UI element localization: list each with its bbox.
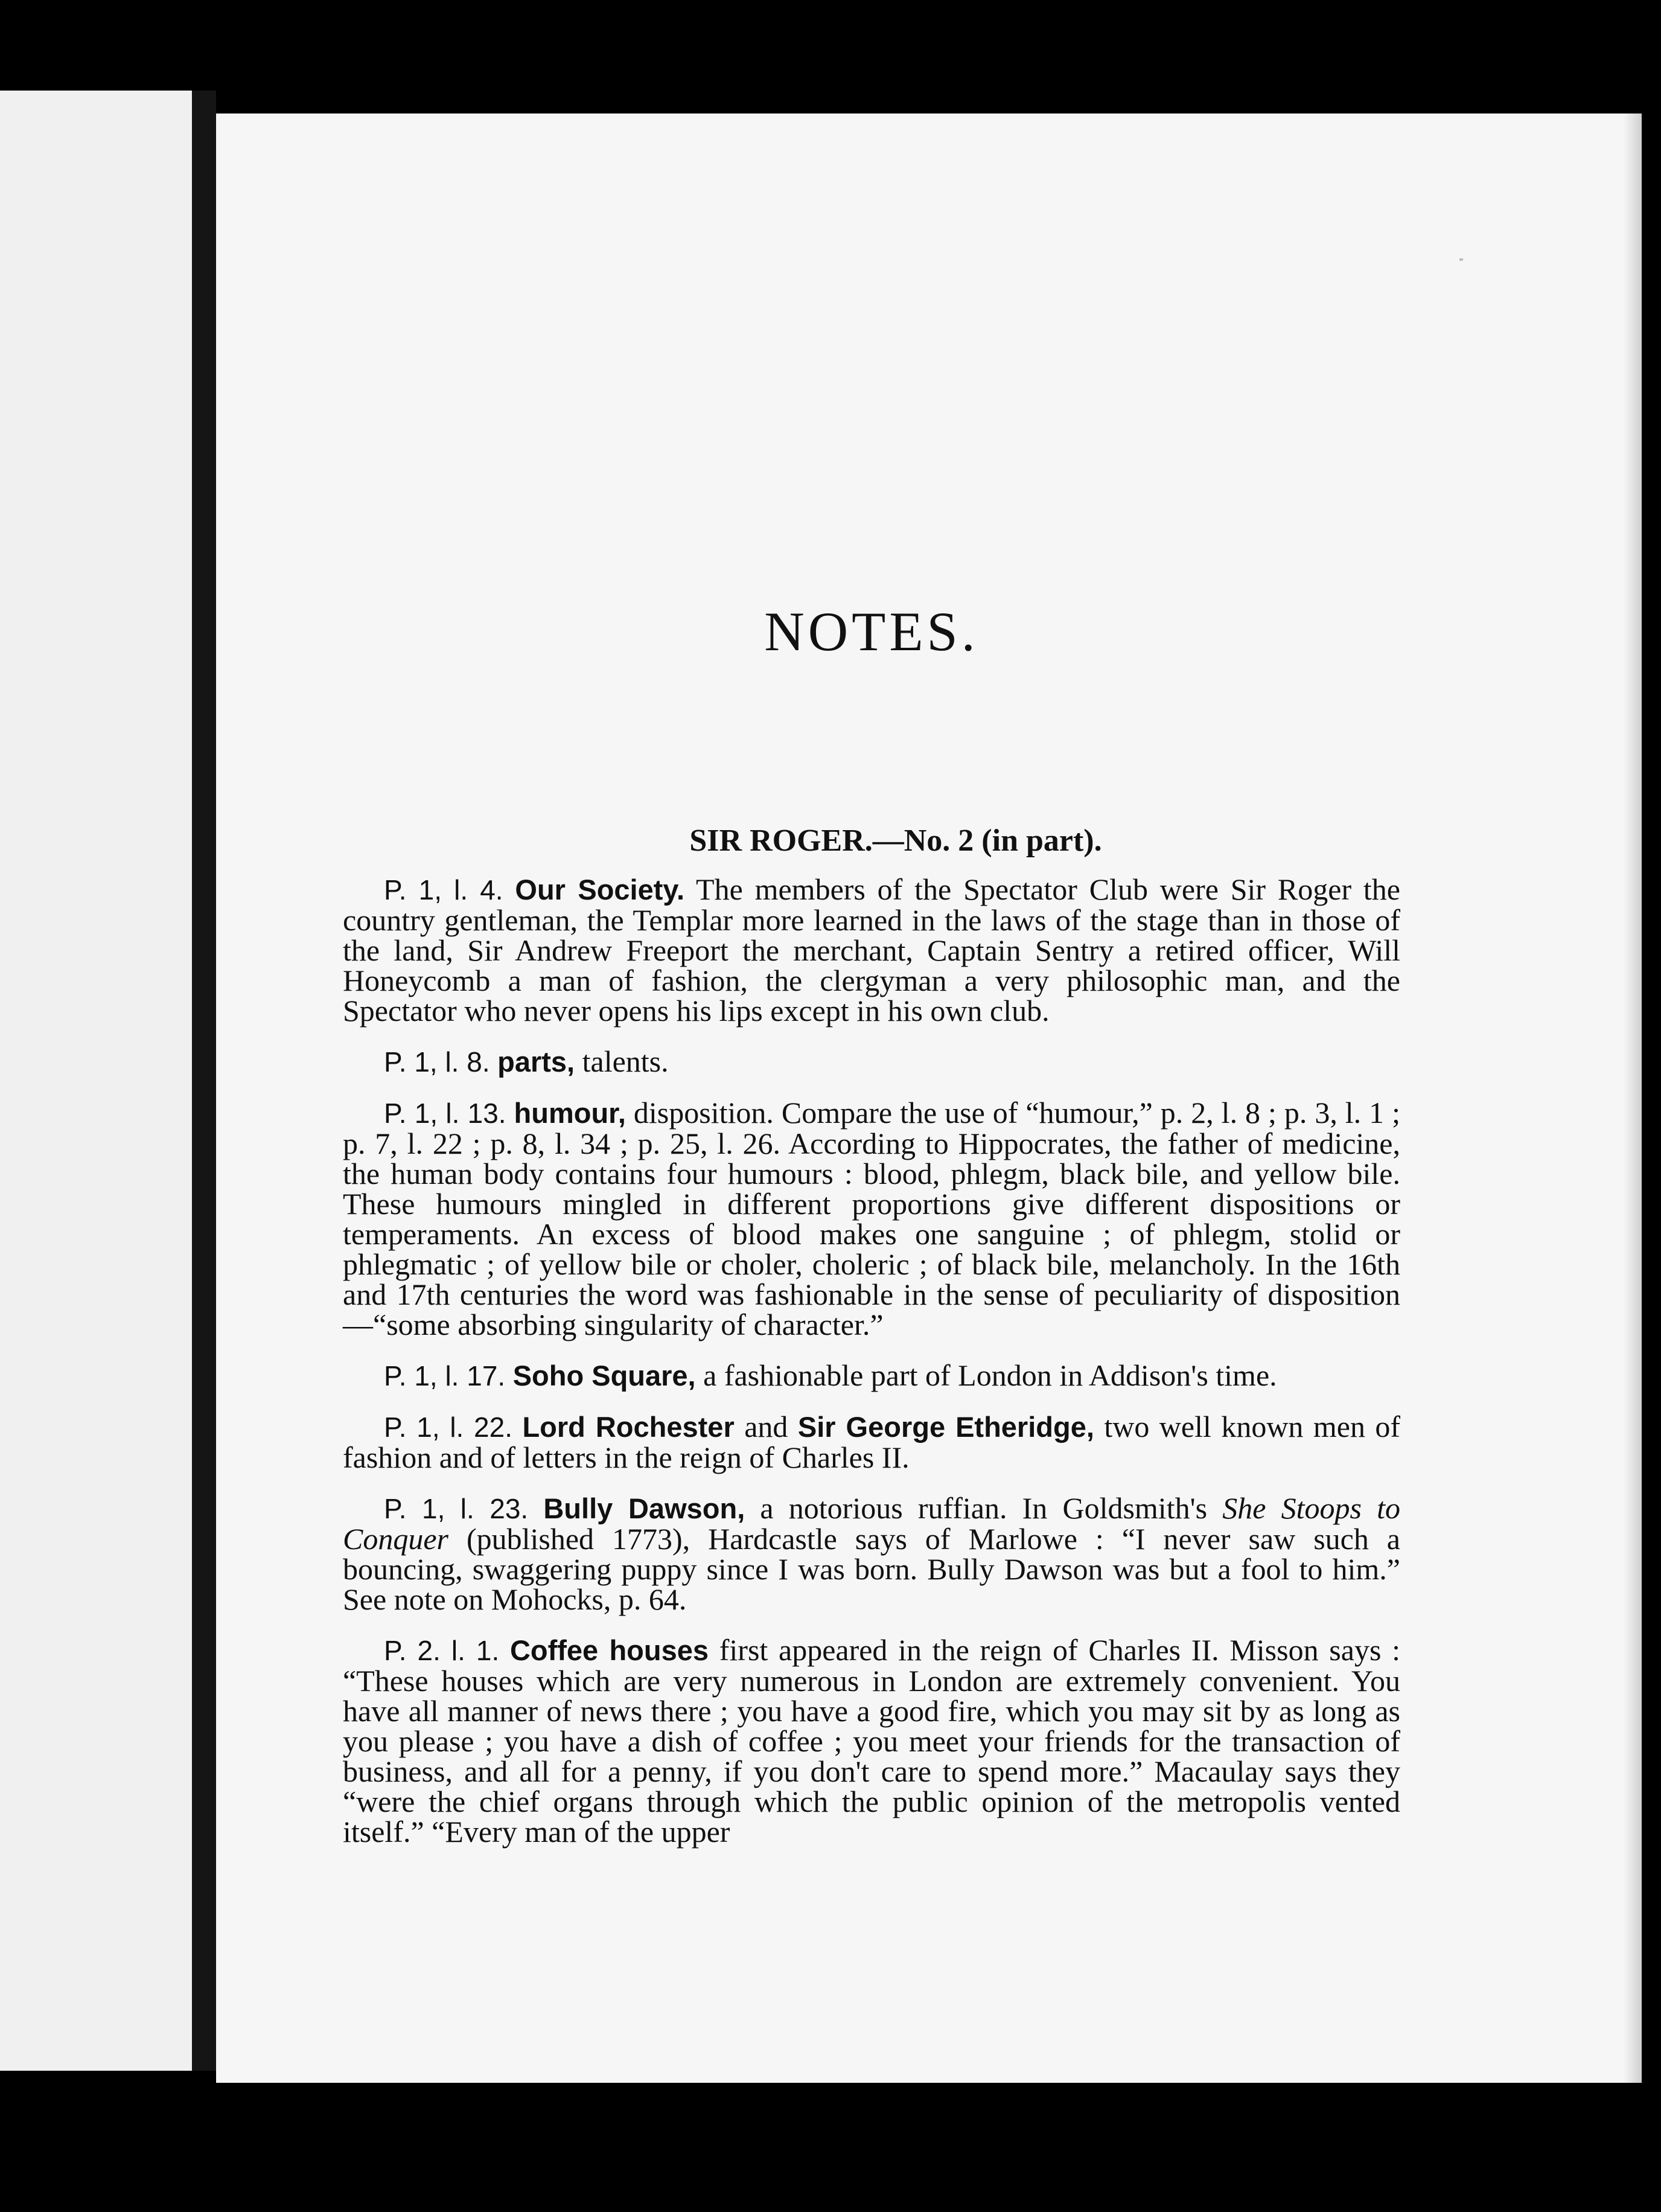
note-text: disposition. Compare the use of “humour,” p. 2, l. 8 ; p. 3, l. 1 ; p. 7, l. 22 ; p. 8, l. 34 ; p. 25, l. 26. According to Hippocrates, the father of medicine, the human body contains four humours : blood, phlegm, black bile, and yellow bile. These humours mingled in different proportions give different dispositions or temperaments. An excess of blood makes one sanguine ; of phlegm, stolid or phlegmatic ; of yellow bile or choler, choleric ; of black bile, melancholy. In the 16th and 17th centuries the word was fashionable in the sense of peculiarity of disposition—“some absorbing singularity of character.” (343, 1096, 1401, 1341)
note-reference: P. 1, l. 4. (384, 874, 503, 906)
book-page (216, 113, 1642, 2083)
note-term-secondary: Sir George Etheridge, (797, 1411, 1094, 1443)
note-term: Soho Square, (512, 1360, 696, 1392)
note-lord-rochester (343, 1411, 1400, 1472)
note-humour (343, 1098, 1400, 1340)
note-text: two well known men of fashion and of letters in the reign of Charles II. (343, 1410, 1401, 1474)
note-reference: P. 1, l. 22. (384, 1411, 512, 1443)
paper-speck (1459, 258, 1463, 261)
note-text: first appeared in the reign of Charles II. Misson says : “These houses which are very numerous in London are extremely convenient. You have all manner of news there ; you have a good fire, which you may sit by as long as you please ; you have a dish of coffee ; you meet your friends for the transaction of business, and all for a penny, if you don't care to spend more.” Macaulay says they “were the chief organs through which the public opinion of the metropolis vented itself.” “Every man of the upper (343, 1633, 1401, 1849)
note-text-before: a notorious ruffian. In Goldsmith's (760, 1491, 1208, 1525)
book-gutter (192, 91, 216, 2071)
note-term: Lord Rochester (522, 1411, 735, 1443)
note-coffee-houses (343, 1635, 1400, 1847)
note-term: humour, (514, 1097, 626, 1129)
note-term: Coffee houses (509, 1634, 709, 1666)
section-subtitle: SIR ROGER.—No. 2 (in part). (689, 823, 1102, 858)
notes-list (343, 874, 1400, 1867)
note-reference: P. 1, l. 8. (384, 1046, 490, 1078)
note-term: Bully Dawson, (543, 1492, 745, 1524)
note-bully-dawson (343, 1493, 1400, 1614)
note-reference: P. 1, l. 17. (384, 1360, 506, 1392)
note-parts (343, 1046, 1400, 1077)
note-italic-title: She Stoops to Conquer (343, 1491, 1401, 1556)
note-text: talents. (582, 1044, 669, 1078)
page-title: NOTES. (764, 601, 979, 662)
note-reference: P. 2. l. 1. (384, 1635, 500, 1666)
left-page (0, 91, 192, 2071)
page-edge-shadow (1624, 113, 1642, 2083)
note-term: Our Society. (515, 874, 685, 906)
note-text: (published 1773), Hardcastle says of Marlowe : “I never saw such a bouncing, swaggering puppy since I was born. Bully Dawson was but a fool to him.” See note on Mohocks, p. 64. (343, 1522, 1400, 1616)
note-reference: P. 1, l. 23. (384, 1493, 529, 1524)
note-our-society (343, 874, 1400, 1026)
note-term: parts, (497, 1046, 575, 1078)
note-reference: P. 1, l. 13. (384, 1098, 506, 1129)
note-text: The members of the Spectator Club were Sir Roger the country gentleman, the Templar more learned in the laws of the stage than in those of the land, Sir Andrew Freeport the merchant, Captain Sentry a retired officer, Will Honeycomb a man of fashion, the clergyman a very philosophic man, and the Spectator who never opens his lips except in his own club. (343, 872, 1401, 1028)
note-soho-square (343, 1360, 1400, 1391)
note-connector: and (744, 1410, 788, 1443)
note-text: a fashionable part of London in Addison's time. (703, 1358, 1277, 1392)
